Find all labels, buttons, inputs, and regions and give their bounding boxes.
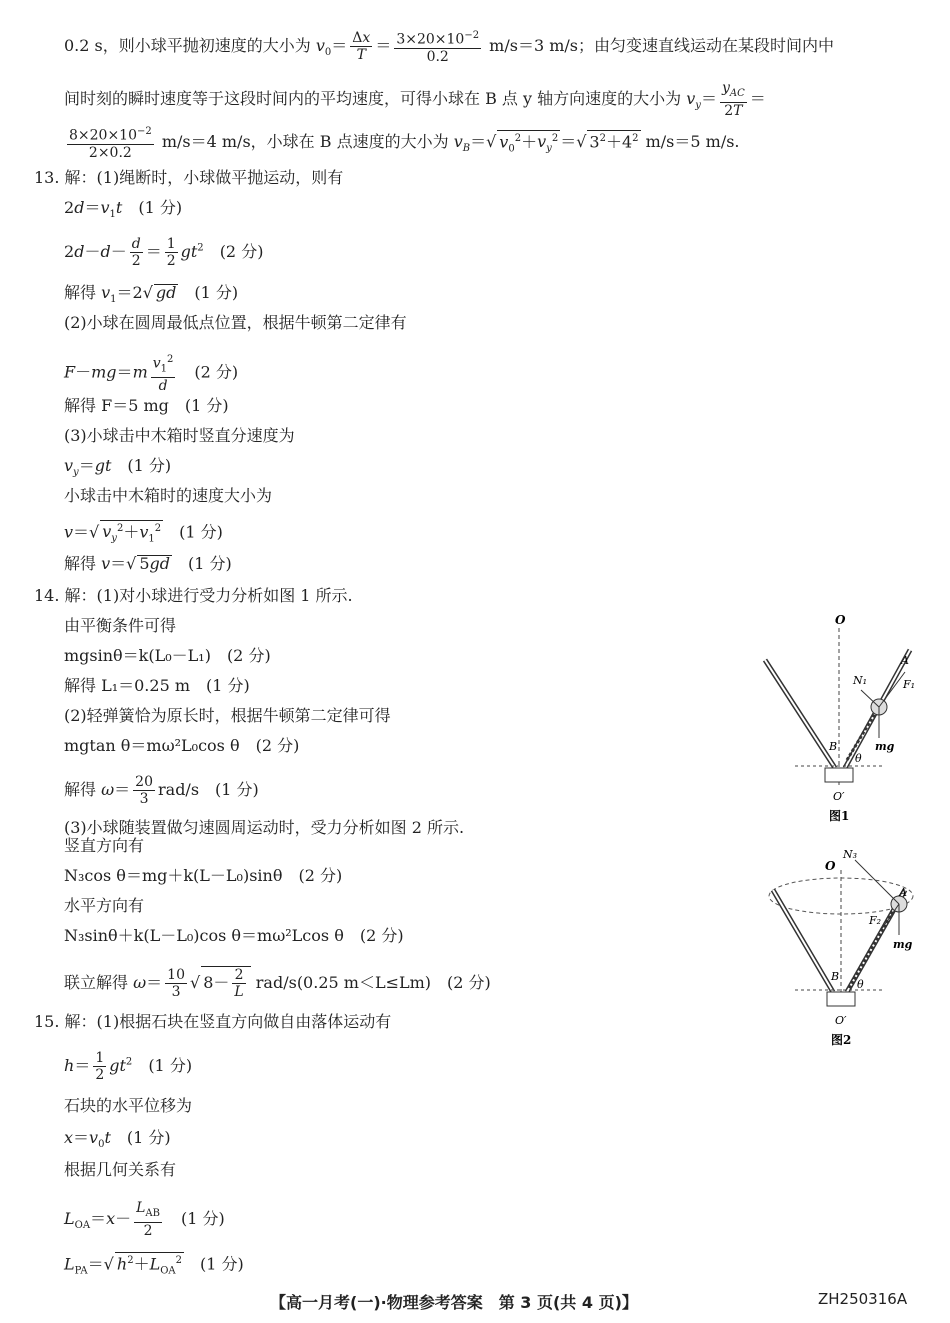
q15-text1: 石块的水平位移为 [64, 1096, 193, 1115]
p12-line2: 间时刻的瞬时速度等于这段时间内的平均速度，可得小球在 B 点 y 轴方向速度的大小为 $v_y=$ $\frac{y_{AC}}{2T}$ ＝ [64, 80, 766, 119]
q14-eq4: 解得 ω＝ $\frac{20}{3}$ rad/s (1 分) [64, 774, 259, 807]
q15-eq3: $L_{OA}=x-$ $\frac{L_{AB}}{2}$ (1 分) [64, 1200, 225, 1239]
fig1-label-B: B [829, 740, 838, 753]
doc-code: ZH250316A [818, 1290, 908, 1308]
fig2-label-Oprime: O′ [835, 1014, 847, 1027]
q14-eq1: mgsinθ＝k(L₀－L₁) (2 分) [64, 646, 271, 665]
q14-text3: 水平方向有 [64, 896, 145, 915]
q14-step2: (2)轻弹簧恰为原长时，根据牛顿第二定律可得 [64, 706, 391, 725]
q14-eq5: N₃cos θ＝mg＋k(L－L₀)sinθ (2 分) [64, 866, 343, 885]
q15-eq4: $L_{PA}=√$ $h^2+L_{OA}^2$ (1 分) [64, 1252, 244, 1282]
q14-eq2: 解得 L₁＝0.25 m (1 分) [64, 676, 250, 695]
q14-text2: 竖直方向有 [64, 836, 145, 855]
q13-eq1: $2d=v_1t$ (1 分) [64, 198, 183, 221]
q15-heading: 15. 解：(1)根据石块在竖直方向做自由落体运动有 [34, 1012, 392, 1031]
fig1-label-O: O [835, 613, 846, 627]
p12-line3: $\frac{8\times 20\times 10^{-2}}{2\times 0.2}$ m/s＝4 m/s，小球在 B 点速度的大小为 $v_B=√$ $v_0^2+v_y^2$ ＝√ $3^2+4^2$ m/s＝5 m/s. [69, 126, 740, 161]
fig1-label-A: A [901, 654, 909, 667]
fig1-label-N: N₁ [853, 674, 868, 687]
q14-eq3: mgtan θ＝mω²L₀cos θ (2 分) [64, 736, 300, 755]
fig1-caption: 图1 [829, 809, 850, 823]
q13-eq5: 解得 F＝5 mg (1 分) [64, 396, 229, 415]
q13-eq8: 解得 v＝√ 5gd (1 分) [64, 554, 232, 573]
q13-heading: 13. 解：(1)绳断时，小球做平抛运动，则有 [34, 168, 344, 187]
fig1-label-mg: mg [875, 740, 895, 753]
fig2-caption: 图2 [831, 1033, 852, 1047]
q13-text: 小球击中木箱时的速度大小为 [64, 486, 273, 505]
fig2-label-mg: mg [893, 938, 913, 951]
fig2-label-N: N₃ [843, 848, 858, 861]
q13-eq2: 2d－d－ $\frac{d}{2}$ ＝ $\frac{1}{2}$ $gt^2$ (2 分) [64, 236, 264, 269]
figure-1 [755, 610, 935, 830]
fig1-label-Oprime: O′ [833, 790, 845, 803]
fig2-label-A: A [899, 886, 907, 899]
q14-eq6: N₃sinθ＋k(L－L₀)cos θ＝mω²Lcos θ (2 分) [64, 926, 404, 945]
q13-eq3: 解得 $v_1=2√$ gd (1 分) [64, 283, 239, 306]
fig1-label-F: F₁ [903, 678, 916, 691]
q13-eq7: v＝√ $v_y^2+v_1^2$ (1 分) [64, 520, 223, 548]
fig2-label-F: F₂ [869, 914, 882, 927]
fig2-label-O: O [825, 859, 836, 873]
p12-line1: 0.2 s，则小球平抛初速度的大小为 $v_0=$ $\frac{\Delta x}{T}$ ＝ $\frac{3\times 20\times 10^{-2}}{0.2}$ m/s＝3 m/s；由匀变速直线运动在某段时间内中 [64, 29, 834, 65]
q15-eq2: $x=v_0t$ (1 分) [64, 1128, 171, 1151]
fig1-label-theta: θ [855, 752, 862, 765]
q14-heading: 14. 解：(1)对小球进行受力分析如图 1 所示. [34, 586, 353, 605]
q14-text1: 由平衡条件可得 [64, 616, 177, 635]
q14-step3: (3)小球随装置做匀速圆周运动时，受力分析如图 2 所示. [64, 818, 465, 837]
fig2-label-B: B [831, 970, 840, 983]
q15-eq1: h＝ $\frac{1}{2}$ $gt^2$ (1 分) [64, 1050, 193, 1083]
page-footer: 【高一月考(一)·物理参考答案 第 3 页(共 4 页)】 [270, 1293, 638, 1312]
q13-eq6: $v_y=gt$ (1 分) [64, 456, 172, 479]
q13-step2: (2)小球在圆周最低点位置，根据牛顿第二定律有 [64, 313, 407, 332]
q14-eq7: 联立解得 ω＝ $\frac{10}{3}$ √ 8－ $\frac{2}{L}$ rad/s(0.25 m＜L≤Lm) (2 分) [64, 967, 491, 1000]
q13-step3: (3)小球击中木箱时竖直分速度为 [64, 426, 295, 445]
q15-text2: 根据几何关系有 [64, 1160, 177, 1179]
figure-2 [755, 840, 935, 1055]
q13-eq4: F－mg＝m $\frac{v_1^2}{d}$ (2 分) [64, 354, 239, 395]
fig2-label-theta: θ [857, 978, 864, 991]
